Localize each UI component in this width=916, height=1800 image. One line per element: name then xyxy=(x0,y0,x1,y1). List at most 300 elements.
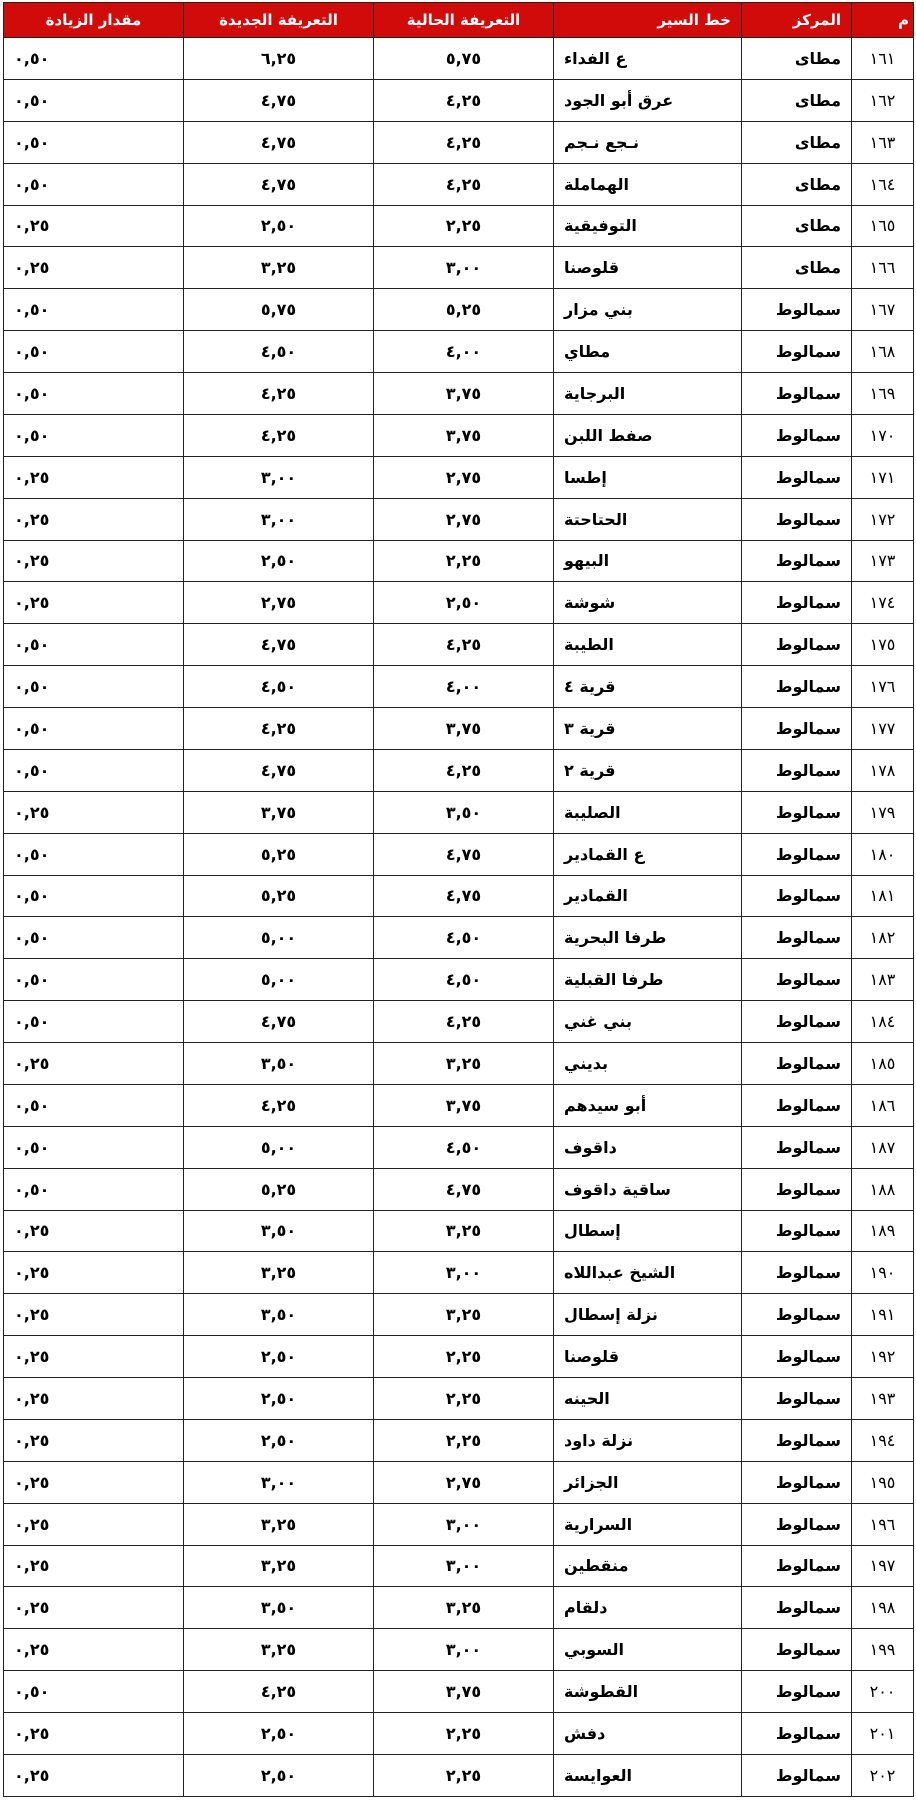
row-new-fare: ٢,٥٠ xyxy=(184,540,374,582)
table-row xyxy=(4,1587,914,1629)
row-center: سمالوط xyxy=(742,959,852,1001)
row-center: سمالوط xyxy=(742,1043,852,1085)
row-new-fare: ٤,٥٠ xyxy=(184,666,374,708)
row-current-fare: ٣,٢٥ xyxy=(374,1043,554,1085)
table-row xyxy=(4,1336,914,1378)
row-route: شوشة xyxy=(554,582,742,624)
row-current-fare: ٣,٢٥ xyxy=(374,1294,554,1336)
row-increase: ٠,٥٠ xyxy=(4,875,184,917)
table-row xyxy=(4,1754,914,1796)
row-center: سمالوط xyxy=(742,791,852,833)
row-increase: ٠,٢٥ xyxy=(4,1210,184,1252)
row-number: ٢٠١ xyxy=(852,1713,914,1755)
row-current-fare: ٢,٢٥ xyxy=(374,1754,554,1796)
row-center: سمالوط xyxy=(742,1084,852,1126)
row-center: سمالوط xyxy=(742,1754,852,1796)
row-number: ١٦٩ xyxy=(852,373,914,415)
row-number: ١٩٩ xyxy=(852,1629,914,1671)
table-row xyxy=(4,582,914,624)
row-number: ١٩٢ xyxy=(852,1336,914,1378)
row-route: قرية ٢ xyxy=(554,749,742,791)
row-number: ١٧١ xyxy=(852,456,914,498)
row-route: السوبي xyxy=(554,1629,742,1671)
row-new-fare: ٤,٧٥ xyxy=(184,1001,374,1043)
row-center: سمالوط xyxy=(742,1587,852,1629)
header-center: المركز xyxy=(742,3,852,38)
table-row xyxy=(4,540,914,582)
row-number: ١٧٤ xyxy=(852,582,914,624)
row-increase: ٠,٥٠ xyxy=(4,959,184,1001)
table-row xyxy=(4,791,914,833)
row-increase: ٠,٢٥ xyxy=(4,1545,184,1587)
row-number: ١٩٧ xyxy=(852,1545,914,1587)
table-row xyxy=(4,1084,914,1126)
row-route: القطوشة xyxy=(554,1671,742,1713)
row-increase: ٠,٥٠ xyxy=(4,749,184,791)
row-current-fare: ٣,٥٠ xyxy=(374,791,554,833)
row-new-fare: ٣,٧٥ xyxy=(184,791,374,833)
row-increase: ٠,٢٥ xyxy=(4,1043,184,1085)
row-increase: ٠,٢٥ xyxy=(4,247,184,289)
row-number: ١٦٤ xyxy=(852,163,914,205)
row-current-fare: ٣,٢٥ xyxy=(374,1587,554,1629)
table-row xyxy=(4,38,914,80)
row-current-fare: ٤,٠٠ xyxy=(374,666,554,708)
row-route: نـجع نـجم xyxy=(554,121,742,163)
table-row xyxy=(4,749,914,791)
row-new-fare: ٢,٧٥ xyxy=(184,582,374,624)
header-current-fare: التعريفة الحالية xyxy=(374,3,554,38)
row-increase: ٠,٢٥ xyxy=(4,582,184,624)
table-row xyxy=(4,1378,914,1420)
row-new-fare: ٥,٢٥ xyxy=(184,833,374,875)
table-row xyxy=(4,1671,914,1713)
row-center: سمالوط xyxy=(742,1713,852,1755)
row-number: ١٦٦ xyxy=(852,247,914,289)
row-increase: ٠,٢٥ xyxy=(4,1294,184,1336)
row-center: سمالوط xyxy=(742,1671,852,1713)
row-new-fare: ٤,٢٥ xyxy=(184,1671,374,1713)
row-new-fare: ٣,٢٥ xyxy=(184,1503,374,1545)
row-new-fare: ٣,٠٠ xyxy=(184,1461,374,1503)
row-new-fare: ٤,٧٥ xyxy=(184,163,374,205)
row-number: ١٩٦ xyxy=(852,1503,914,1545)
row-current-fare: ٣,٠٠ xyxy=(374,1545,554,1587)
row-increase: ٠,٢٥ xyxy=(4,1336,184,1378)
row-center: سمالوط xyxy=(742,624,852,666)
fare-table xyxy=(3,2,914,1797)
row-number: ١٩٠ xyxy=(852,1252,914,1294)
row-new-fare: ٥,٠٠ xyxy=(184,1126,374,1168)
row-route: القمادير xyxy=(554,875,742,917)
row-number: ١٧٢ xyxy=(852,498,914,540)
table-row xyxy=(4,121,914,163)
row-route: نزلة داود xyxy=(554,1419,742,1461)
row-route: ع الفداء xyxy=(554,38,742,80)
row-increase: ٠,٥٠ xyxy=(4,121,184,163)
header-num: م xyxy=(852,3,914,38)
row-route: قلوصنا xyxy=(554,247,742,289)
row-current-fare: ٣,٧٥ xyxy=(374,708,554,750)
row-route: الشيخ عبداللاه xyxy=(554,1252,742,1294)
row-current-fare: ٣,٧٥ xyxy=(374,1671,554,1713)
row-increase: ٠,٥٠ xyxy=(4,708,184,750)
row-center: مطاى xyxy=(742,79,852,121)
table-row xyxy=(4,1419,914,1461)
table-row xyxy=(4,1168,914,1210)
row-new-fare: ٥,٠٠ xyxy=(184,959,374,1001)
table-row xyxy=(4,1252,914,1294)
row-center: مطاى xyxy=(742,163,852,205)
row-new-fare: ٣,٥٠ xyxy=(184,1294,374,1336)
row-current-fare: ٤,٢٥ xyxy=(374,624,554,666)
row-increase: ٠,٢٥ xyxy=(4,791,184,833)
row-increase: ٠,٢٥ xyxy=(4,1587,184,1629)
row-new-fare: ٤,٢٥ xyxy=(184,1084,374,1126)
row-increase: ٠,٥٠ xyxy=(4,414,184,456)
row-new-fare: ٣,٥٠ xyxy=(184,1043,374,1085)
table-row xyxy=(4,1629,914,1671)
table-row xyxy=(4,289,914,331)
row-route: الهماملة xyxy=(554,163,742,205)
table-row xyxy=(4,79,914,121)
row-number: ١٦٧ xyxy=(852,289,914,331)
row-current-fare: ٤,٢٥ xyxy=(374,749,554,791)
row-center: سمالوط xyxy=(742,833,852,875)
row-increase: ٠,٥٠ xyxy=(4,331,184,373)
row-new-fare: ٢,٥٠ xyxy=(184,1378,374,1420)
row-number: ١٧٣ xyxy=(852,540,914,582)
row-new-fare: ٤,٢٥ xyxy=(184,373,374,415)
header-new-fare: التعريفة الجديدة xyxy=(184,3,374,38)
row-route: بديني xyxy=(554,1043,742,1085)
table-row xyxy=(4,498,914,540)
row-number: ١٩٣ xyxy=(852,1378,914,1420)
row-number: ١٨٦ xyxy=(852,1084,914,1126)
row-number: ١٦٢ xyxy=(852,79,914,121)
row-new-fare: ٣,٢٥ xyxy=(184,1252,374,1294)
row-increase: ٠,٥٠ xyxy=(4,38,184,80)
table-row xyxy=(4,1461,914,1503)
row-current-fare: ٣,٠٠ xyxy=(374,1252,554,1294)
row-route: صفط اللبن xyxy=(554,414,742,456)
table-row xyxy=(4,959,914,1001)
row-new-fare: ٣,٠٠ xyxy=(184,456,374,498)
row-current-fare: ٤,٢٥ xyxy=(374,79,554,121)
row-increase: ٠,٢٥ xyxy=(4,1419,184,1461)
table-row xyxy=(4,1210,914,1252)
row-current-fare: ٥,٧٥ xyxy=(374,38,554,80)
row-route: البيهو xyxy=(554,540,742,582)
row-center: سمالوط xyxy=(742,1001,852,1043)
table-row xyxy=(4,205,914,247)
row-current-fare: ٣,٢٥ xyxy=(374,1210,554,1252)
row-current-fare: ٢,٢٥ xyxy=(374,1713,554,1755)
table-row xyxy=(4,624,914,666)
row-route: قرية ٤ xyxy=(554,666,742,708)
row-route: منقطين xyxy=(554,1545,742,1587)
row-center: سمالوط xyxy=(742,917,852,959)
row-new-fare: ٦,٢٥ xyxy=(184,38,374,80)
row-new-fare: ٥,٠٠ xyxy=(184,917,374,959)
table-row xyxy=(4,875,914,917)
row-new-fare: ٣,٢٥ xyxy=(184,247,374,289)
row-current-fare: ٤,٢٥ xyxy=(374,1001,554,1043)
row-number: ١٨٢ xyxy=(852,917,914,959)
row-number: ١٩١ xyxy=(852,1294,914,1336)
row-current-fare: ٣,٠٠ xyxy=(374,247,554,289)
row-center: سمالوط xyxy=(742,1168,852,1210)
row-route: عرق أبو الجود xyxy=(554,79,742,121)
row-current-fare: ٤,٢٥ xyxy=(374,121,554,163)
row-increase: ٠,٢٥ xyxy=(4,1754,184,1796)
row-current-fare: ٣,٠٠ xyxy=(374,1503,554,1545)
row-route: طرفا البحرية xyxy=(554,917,742,959)
row-current-fare: ٤,٢٥ xyxy=(374,163,554,205)
row-route: التوفيقية xyxy=(554,205,742,247)
row-number: ١٦١ xyxy=(852,38,914,80)
row-center: مطاى xyxy=(742,247,852,289)
row-number: ١٨٤ xyxy=(852,1001,914,1043)
table-row xyxy=(4,1503,914,1545)
row-increase: ٠,٢٥ xyxy=(4,456,184,498)
row-number: ١٨٣ xyxy=(852,959,914,1001)
row-center: سمالوط xyxy=(742,875,852,917)
row-increase: ٠,٢٥ xyxy=(4,205,184,247)
row-increase: ٠,٥٠ xyxy=(4,289,184,331)
row-center: سمالوط xyxy=(742,1629,852,1671)
row-current-fare: ٤,٥٠ xyxy=(374,959,554,1001)
row-route: ع القمادير xyxy=(554,833,742,875)
table-row xyxy=(4,373,914,415)
row-new-fare: ٢,٥٠ xyxy=(184,205,374,247)
row-increase: ٠,٥٠ xyxy=(4,1168,184,1210)
row-increase: ٠,٢٥ xyxy=(4,1629,184,1671)
row-new-fare: ٣,٠٠ xyxy=(184,498,374,540)
row-current-fare: ٢,٢٥ xyxy=(374,1378,554,1420)
row-route: الحتاحتة xyxy=(554,498,742,540)
row-increase: ٠,٢٥ xyxy=(4,498,184,540)
row-number: ١٩٨ xyxy=(852,1587,914,1629)
row-current-fare: ٢,٧٥ xyxy=(374,1461,554,1503)
row-number: ١٨٩ xyxy=(852,1210,914,1252)
row-number: ١٦٨ xyxy=(852,331,914,373)
table-row xyxy=(4,414,914,456)
row-increase: ٠,٢٥ xyxy=(4,1461,184,1503)
row-current-fare: ٢,٢٥ xyxy=(374,205,554,247)
row-new-fare: ٥,٧٥ xyxy=(184,289,374,331)
row-center: سمالوط xyxy=(742,1126,852,1168)
row-increase: ٠,٥٠ xyxy=(4,163,184,205)
row-center: سمالوط xyxy=(742,456,852,498)
row-center: سمالوط xyxy=(742,1294,852,1336)
row-increase: ٠,٥٠ xyxy=(4,624,184,666)
row-increase: ٠,٢٥ xyxy=(4,540,184,582)
row-route: ساقية داقوف xyxy=(554,1168,742,1210)
row-new-fare: ٤,٢٥ xyxy=(184,708,374,750)
row-increase: ٠,٥٠ xyxy=(4,1001,184,1043)
row-current-fare: ٤,٥٠ xyxy=(374,917,554,959)
row-number: ١٩٥ xyxy=(852,1461,914,1503)
row-center: سمالوط xyxy=(742,373,852,415)
row-new-fare: ٢,٥٠ xyxy=(184,1336,374,1378)
row-new-fare: ٤,٢٥ xyxy=(184,414,374,456)
row-current-fare: ٢,٧٥ xyxy=(374,456,554,498)
row-current-fare: ٢,٧٥ xyxy=(374,498,554,540)
row-center: سمالوط xyxy=(742,1545,852,1587)
row-number: ١٧٧ xyxy=(852,708,914,750)
row-new-fare: ٤,٧٥ xyxy=(184,624,374,666)
row-route: الجزائر xyxy=(554,1461,742,1503)
row-route: البرجاية xyxy=(554,373,742,415)
row-center: مطاى xyxy=(742,205,852,247)
table-row xyxy=(4,917,914,959)
row-center: سمالوط xyxy=(742,1503,852,1545)
row-number: ١٨٠ xyxy=(852,833,914,875)
row-increase: ٠,٢٥ xyxy=(4,1713,184,1755)
row-route: داقوف xyxy=(554,1126,742,1168)
row-number: ٢٠٢ xyxy=(852,1754,914,1796)
row-center: سمالوط xyxy=(742,289,852,331)
row-new-fare: ٤,٧٥ xyxy=(184,121,374,163)
table-row xyxy=(4,247,914,289)
row-route: العوايسة xyxy=(554,1754,742,1796)
table-row xyxy=(4,1043,914,1085)
row-current-fare: ٢,٢٥ xyxy=(374,540,554,582)
row-new-fare: ٤,٥٠ xyxy=(184,331,374,373)
row-center: سمالوط xyxy=(742,498,852,540)
row-current-fare: ٤,٧٥ xyxy=(374,875,554,917)
row-number: ١٧٠ xyxy=(852,414,914,456)
row-current-fare: ٣,٧٥ xyxy=(374,414,554,456)
row-new-fare: ٣,٥٠ xyxy=(184,1587,374,1629)
row-increase: ٠,٥٠ xyxy=(4,917,184,959)
row-current-fare: ٣,٧٥ xyxy=(374,373,554,415)
row-route: دلقام xyxy=(554,1587,742,1629)
row-increase: ٠,٥٠ xyxy=(4,79,184,121)
row-route: قرية ٣ xyxy=(554,708,742,750)
row-route: السرارية xyxy=(554,1503,742,1545)
table-row xyxy=(4,331,914,373)
row-center: سمالوط xyxy=(742,1461,852,1503)
table-row xyxy=(4,1545,914,1587)
row-new-fare: ٣,٢٥ xyxy=(184,1545,374,1587)
row-current-fare: ٤,٠٠ xyxy=(374,331,554,373)
row-center: سمالوط xyxy=(742,414,852,456)
row-increase: ٠,٥٠ xyxy=(4,1671,184,1713)
row-number: ١٨٨ xyxy=(852,1168,914,1210)
row-current-fare: ٣,٠٠ xyxy=(374,1629,554,1671)
row-number: ١٨١ xyxy=(852,875,914,917)
row-new-fare: ٢,٥٠ xyxy=(184,1419,374,1461)
row-number: ١٦٣ xyxy=(852,121,914,163)
row-new-fare: ٢,٥٠ xyxy=(184,1754,374,1796)
row-route: الحينه xyxy=(554,1378,742,1420)
row-center: سمالوط xyxy=(742,540,852,582)
row-center: سمالوط xyxy=(742,666,852,708)
row-increase: ٠,٢٥ xyxy=(4,1378,184,1420)
table-row xyxy=(4,1713,914,1755)
row-number: ١٦٥ xyxy=(852,205,914,247)
row-increase: ٠,٥٠ xyxy=(4,833,184,875)
row-current-fare: ٥,٢٥ xyxy=(374,289,554,331)
table-row xyxy=(4,833,914,875)
row-center: سمالوط xyxy=(742,1210,852,1252)
row-center: سمالوط xyxy=(742,708,852,750)
row-number: ١٧٦ xyxy=(852,666,914,708)
row-center: سمالوط xyxy=(742,1252,852,1294)
header-increase: مقدار الزيادة xyxy=(4,3,184,38)
table-row xyxy=(4,666,914,708)
row-route: مطاي xyxy=(554,331,742,373)
row-current-fare: ٤,٥٠ xyxy=(374,1126,554,1168)
row-number: ١٨٥ xyxy=(852,1043,914,1085)
row-route: بني غني xyxy=(554,1001,742,1043)
row-new-fare: ٣,٢٥ xyxy=(184,1629,374,1671)
row-route: نزلة إسطال xyxy=(554,1294,742,1336)
row-center: مطاى xyxy=(742,121,852,163)
table-row xyxy=(4,1001,914,1043)
row-route: بني مزار xyxy=(554,289,742,331)
row-increase: ٠,٢٥ xyxy=(4,1252,184,1294)
row-route: طرفا القبلية xyxy=(554,959,742,1001)
row-route: دفش xyxy=(554,1713,742,1755)
row-number: ١٨٧ xyxy=(852,1126,914,1168)
row-current-fare: ٢,٥٠ xyxy=(374,582,554,624)
row-center: سمالوط xyxy=(742,1419,852,1461)
row-number: ١٧٩ xyxy=(852,791,914,833)
row-increase: ٠,٥٠ xyxy=(4,666,184,708)
row-center: سمالوط xyxy=(742,582,852,624)
row-number: ١٧٥ xyxy=(852,624,914,666)
row-increase: ٠,٥٠ xyxy=(4,1084,184,1126)
row-number: ١٧٨ xyxy=(852,749,914,791)
row-current-fare: ٢,٢٥ xyxy=(374,1419,554,1461)
table-row xyxy=(4,1126,914,1168)
row-new-fare: ٤,٧٥ xyxy=(184,79,374,121)
row-route: إسطال xyxy=(554,1210,742,1252)
row-number: ٢٠٠ xyxy=(852,1671,914,1713)
row-number: ١٩٤ xyxy=(852,1419,914,1461)
header-row xyxy=(4,3,914,38)
row-route: الطيبة xyxy=(554,624,742,666)
row-center: سمالوط xyxy=(742,749,852,791)
row-new-fare: ٥,٢٥ xyxy=(184,875,374,917)
table-row xyxy=(4,708,914,750)
row-new-fare: ٥,٢٥ xyxy=(184,1168,374,1210)
row-route: إطسا xyxy=(554,456,742,498)
row-increase: ٠,٥٠ xyxy=(4,1126,184,1168)
row-route: قلوصنا xyxy=(554,1336,742,1378)
table-row xyxy=(4,163,914,205)
row-increase: ٠,٢٥ xyxy=(4,1503,184,1545)
header-route: خط السير xyxy=(554,3,742,38)
row-new-fare: ٤,٧٥ xyxy=(184,749,374,791)
table-row xyxy=(4,1294,914,1336)
row-current-fare: ٢,٢٥ xyxy=(374,1336,554,1378)
row-increase: ٠,٥٠ xyxy=(4,373,184,415)
row-current-fare: ٤,٧٥ xyxy=(374,833,554,875)
row-route: أبو سيدهم xyxy=(554,1084,742,1126)
row-route: الصليبة xyxy=(554,791,742,833)
row-current-fare: ٤,٧٥ xyxy=(374,1168,554,1210)
row-new-fare: ٢,٥٠ xyxy=(184,1713,374,1755)
row-center: سمالوط xyxy=(742,1378,852,1420)
row-center: مطاى xyxy=(742,38,852,80)
row-current-fare: ٣,٧٥ xyxy=(374,1084,554,1126)
row-center: سمالوط xyxy=(742,331,852,373)
table-row xyxy=(4,456,914,498)
